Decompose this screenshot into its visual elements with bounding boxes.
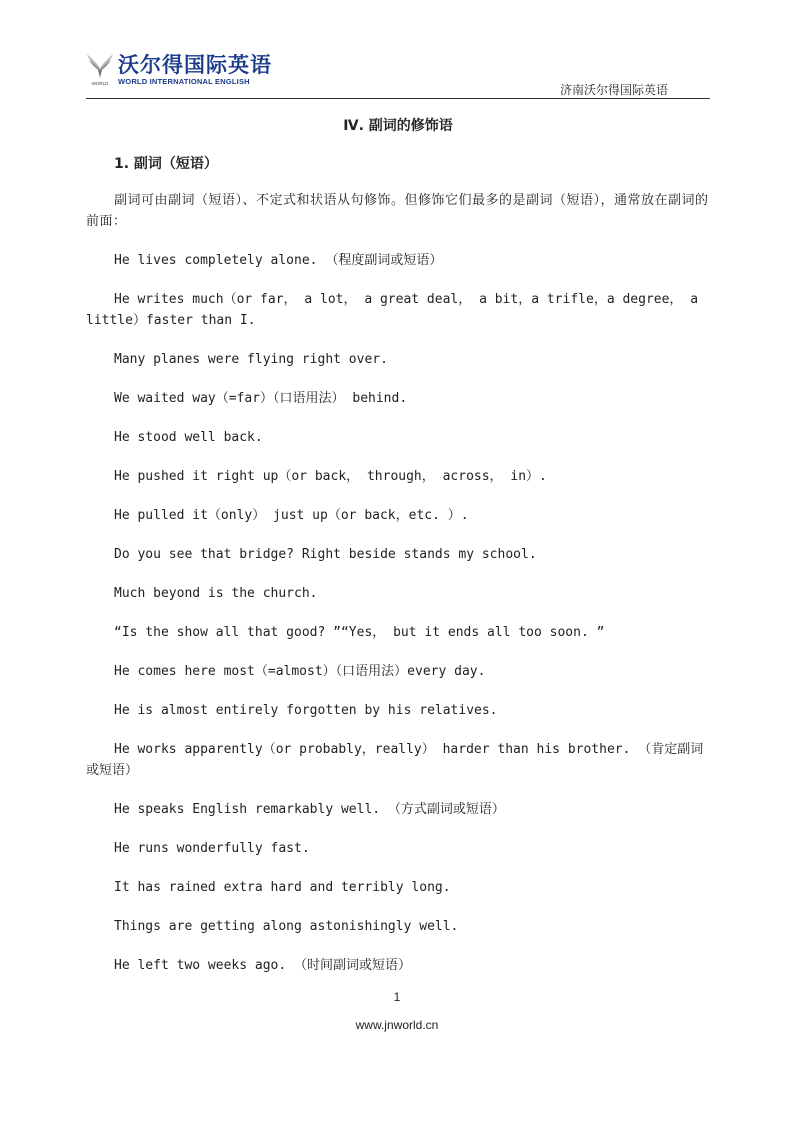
- example-sentence: He stood well back.: [114, 430, 263, 445]
- subsection-title: 1. 副词（短语）: [114, 156, 218, 172]
- logo-chinese-name: 沃尔得国际英语: [118, 53, 272, 77]
- example-sentence: He pulled it（only） just up（or back，etc. ）.: [114, 508, 469, 523]
- example-sentence: He lives completely alone. （程度副词或短语）: [114, 253, 443, 268]
- example-sentence: Many planes were flying right over.: [114, 352, 388, 367]
- company-logo: [86, 50, 272, 94]
- document-body: [86, 112, 710, 976]
- logo-english-name: WORLD INTERNATIONAL ENGLISH: [118, 77, 250, 86]
- page-number: 1: [393, 990, 401, 1004]
- example-sentence: Things are getting along astonishingly well.: [114, 919, 459, 934]
- example-sentence: Do you see that bridge? Right beside stands my school.: [114, 547, 537, 562]
- page-header: [86, 50, 710, 100]
- example-sentence: It has rained extra hard and terribly long.: [114, 880, 451, 895]
- example-sentence: He speaks English remarkably well. （方式副词或短语）: [114, 802, 505, 817]
- example-sentence: He is almost entirely forgotten by his relatives.: [114, 703, 498, 718]
- example-sentence: He runs wonderfully fast.: [114, 841, 310, 856]
- header-school-name: 济南沃尔得国际英语: [559, 83, 668, 97]
- intro-paragraph: 副词可由副词（短语）、不定式和状语从句修饰。但修饰它们最多的是副词（短语），通常放在副词的前面：: [86, 193, 709, 229]
- logo-mark-caption: WORLD: [91, 81, 109, 86]
- wings-logo-icon: [86, 50, 114, 90]
- header-divider: [86, 98, 710, 99]
- example-sentence: He comes here most（=almost）（口语用法）every day.: [114, 664, 486, 679]
- example-sentence: He pushed it right up（or back， through， across， in）.: [114, 469, 547, 484]
- example-sentence: “Is the show all that good? ”“Yes， but it ends all too soon. ”: [114, 625, 605, 640]
- example-sentence: He left two weeks ago. （时间副词或短语）: [114, 958, 412, 973]
- footer-website-link[interactable]: www.jnworld.cn: [355, 1018, 439, 1032]
- example-sentence: He works apparently（or probably，really） harder than his brother. （肯定副词或短语）: [86, 742, 704, 778]
- example-sentence: Much beyond is the church.: [114, 586, 318, 601]
- example-sentence: We waited way（=far）（口语用法） behind.: [114, 391, 408, 406]
- section-title: Ⅳ. 副词的修饰语: [343, 118, 453, 134]
- example-sentence: He writes much（or far， a lot， a great deal， a bit，a trifle，a degree， a little）faster than I.: [86, 292, 699, 328]
